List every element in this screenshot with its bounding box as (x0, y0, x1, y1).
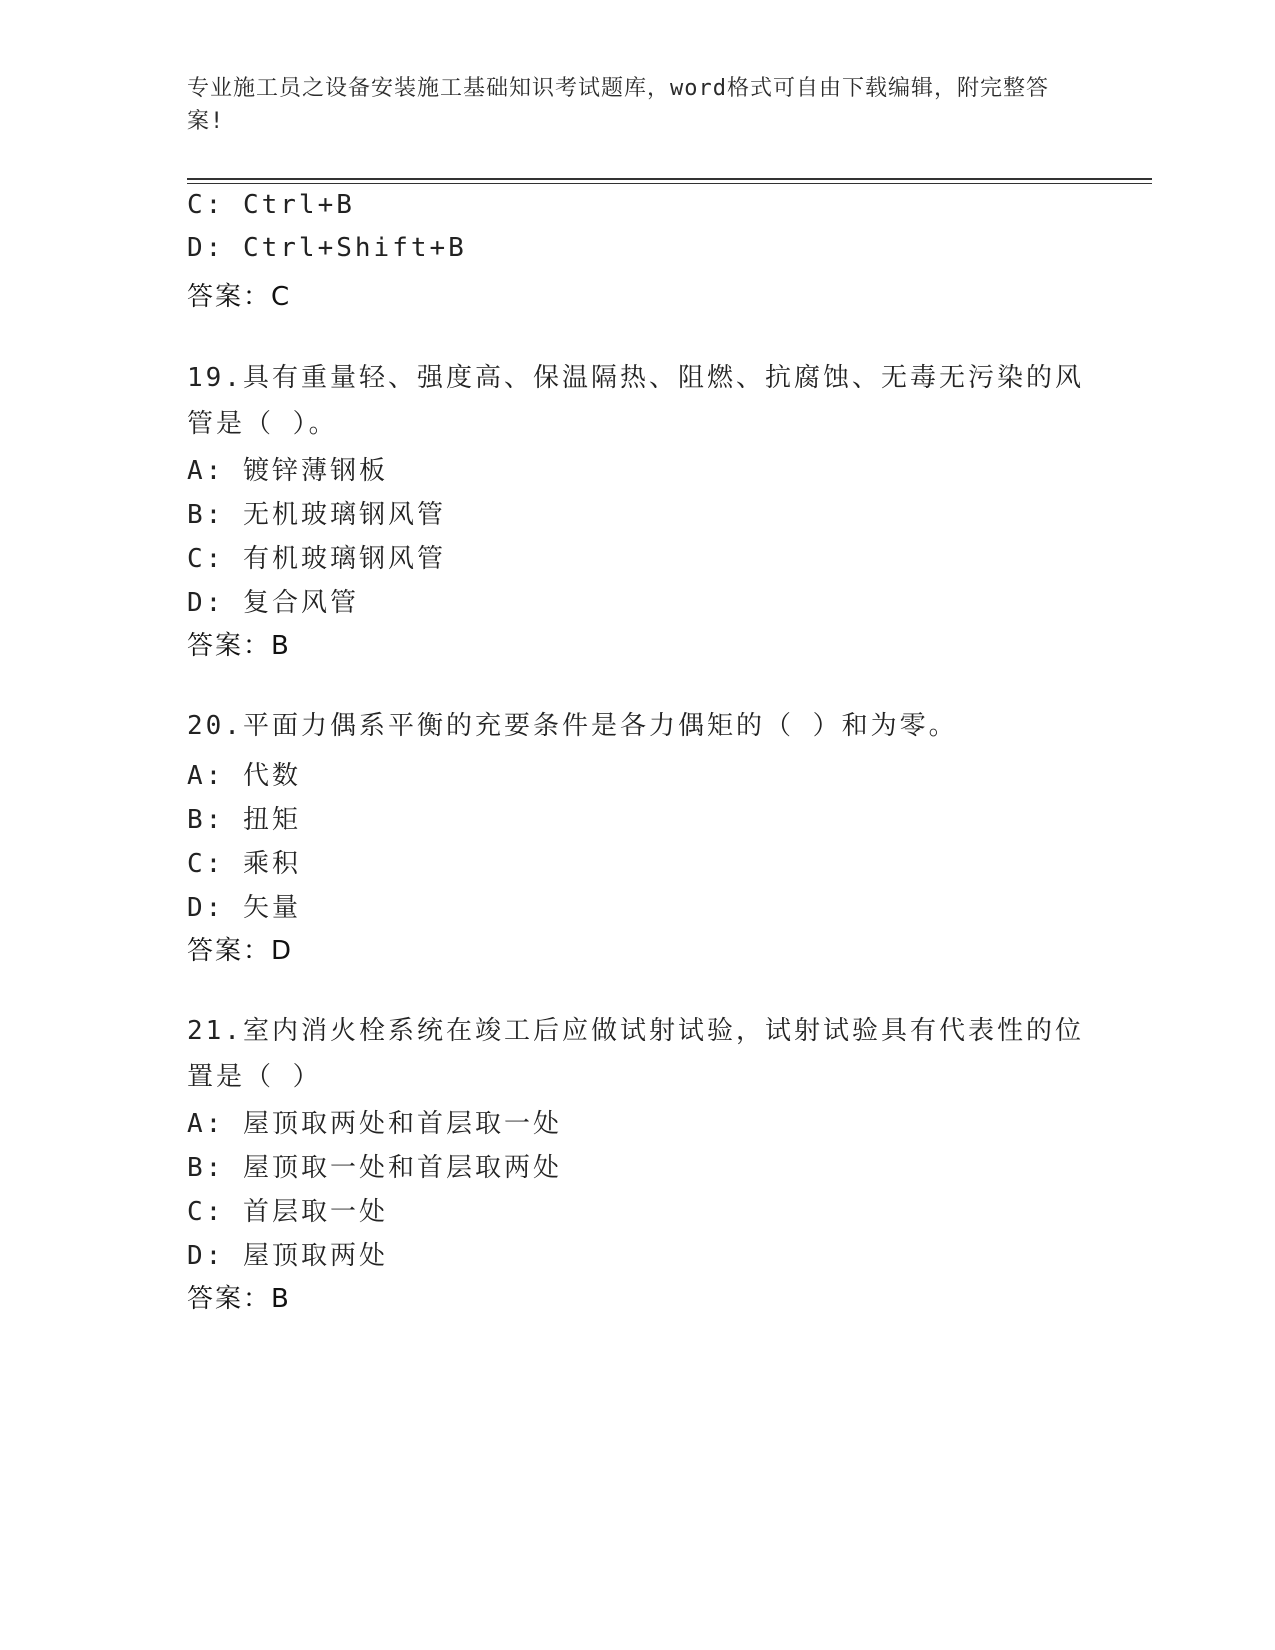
answer-label: 答案： (187, 936, 272, 966)
option-key: C (187, 849, 206, 879)
option-text: 首层取一处 (242, 1197, 388, 1227)
option-text: 屋顶取一处和首层取两处 (242, 1153, 562, 1183)
option-key: C (187, 190, 206, 220)
option-text: 扭矩 (242, 805, 301, 835)
option-key: D (187, 893, 206, 923)
question-19-answer (187, 625, 289, 662)
option-key: B (187, 500, 206, 530)
question-21-option-a: A: 屋顶取两处和首层取一处 (187, 1109, 562, 1139)
option-key: A (187, 761, 206, 791)
question-20-option-c: C: 乘积 (187, 849, 301, 879)
option-key: B (187, 805, 206, 835)
answer-value: D (271, 936, 292, 966)
carryover-answer (187, 276, 289, 313)
question-number: 21. (187, 1016, 243, 1046)
header-divider-thin (187, 183, 1152, 184)
option-text: 代数 (242, 761, 301, 791)
answer-value: C (271, 282, 290, 312)
question-20-answer (187, 930, 291, 967)
carryover-option-c: C: Ctrl+B (187, 190, 355, 220)
question-20-option-d: D: 矢量 (187, 893, 301, 923)
option-key: C (187, 544, 206, 574)
option-key: D (187, 588, 206, 618)
question-number: 19. (187, 363, 243, 393)
option-text: 矢量 (242, 893, 301, 923)
option-text: Ctrl+Shift+B (242, 233, 467, 263)
question-21-option-b: B: 屋顶取一处和首层取两处 (187, 1153, 562, 1183)
question-20-option-a: A: 代数 (187, 761, 301, 791)
question-19-option-d: D: 复合风管 (187, 588, 359, 618)
option-text: 屋顶取两处 (242, 1241, 388, 1271)
option-key: C (187, 1197, 206, 1227)
question-21-stem (187, 1008, 1087, 1100)
question-text: 平面力偶系平衡的充要条件是各力偶矩的（ ）和为零。 (242, 711, 958, 741)
answer-label: 答案： (187, 631, 272, 661)
question-19-option-b: B: 无机玻璃钢风管 (187, 500, 446, 530)
option-key: B (187, 1153, 206, 1183)
option-key: D (187, 1241, 206, 1271)
option-text: 无机玻璃钢风管 (242, 500, 446, 530)
answer-value: B (271, 1284, 289, 1314)
question-20-stem (187, 703, 1087, 749)
question-text: 室内消火栓系统在竣工后应做试射试验，试射试验具有代表性的位置是（ ） (187, 1016, 1084, 1092)
option-key: A (187, 456, 206, 486)
question-19-option-c: C: 有机玻璃钢风管 (187, 544, 446, 574)
option-text: 屋顶取两处和首层取一处 (242, 1109, 562, 1139)
header-divider-thick (187, 178, 1152, 180)
question-20-option-b: B: 扭矩 (187, 805, 301, 835)
question-21-answer (187, 1278, 289, 1315)
question-21-option-c: C: 首层取一处 (187, 1197, 388, 1227)
question-19-option-a: A: 镀锌薄钢板 (187, 456, 388, 486)
answer-label: 答案： (187, 282, 272, 312)
question-text: 具有重量轻、强度高、保温隔热、阻燃、抗腐蚀、无毒无污染的风管是（ ）。 (187, 363, 1084, 439)
option-key: A (187, 1109, 206, 1139)
option-text: 有机玻璃钢风管 (242, 544, 446, 574)
option-text: Ctrl+B (242, 190, 355, 220)
answer-value: B (271, 631, 289, 661)
question-number: 20. (187, 711, 243, 741)
option-text: 镀锌薄钢板 (242, 456, 388, 486)
carryover-option-d: D: Ctrl+Shift+B (187, 233, 467, 263)
option-key: D (187, 233, 206, 263)
answer-label: 答案： (187, 1284, 272, 1314)
document-header: 专业施工员之设备安装施工基础知识考试题库，word格式可自由下载编辑，附完整答案! (187, 76, 1049, 134)
option-text: 乘积 (242, 849, 301, 879)
option-text: 复合风管 (242, 588, 359, 618)
question-19-stem (187, 355, 1087, 447)
question-21-option-d: D: 屋顶取两处 (187, 1241, 388, 1271)
